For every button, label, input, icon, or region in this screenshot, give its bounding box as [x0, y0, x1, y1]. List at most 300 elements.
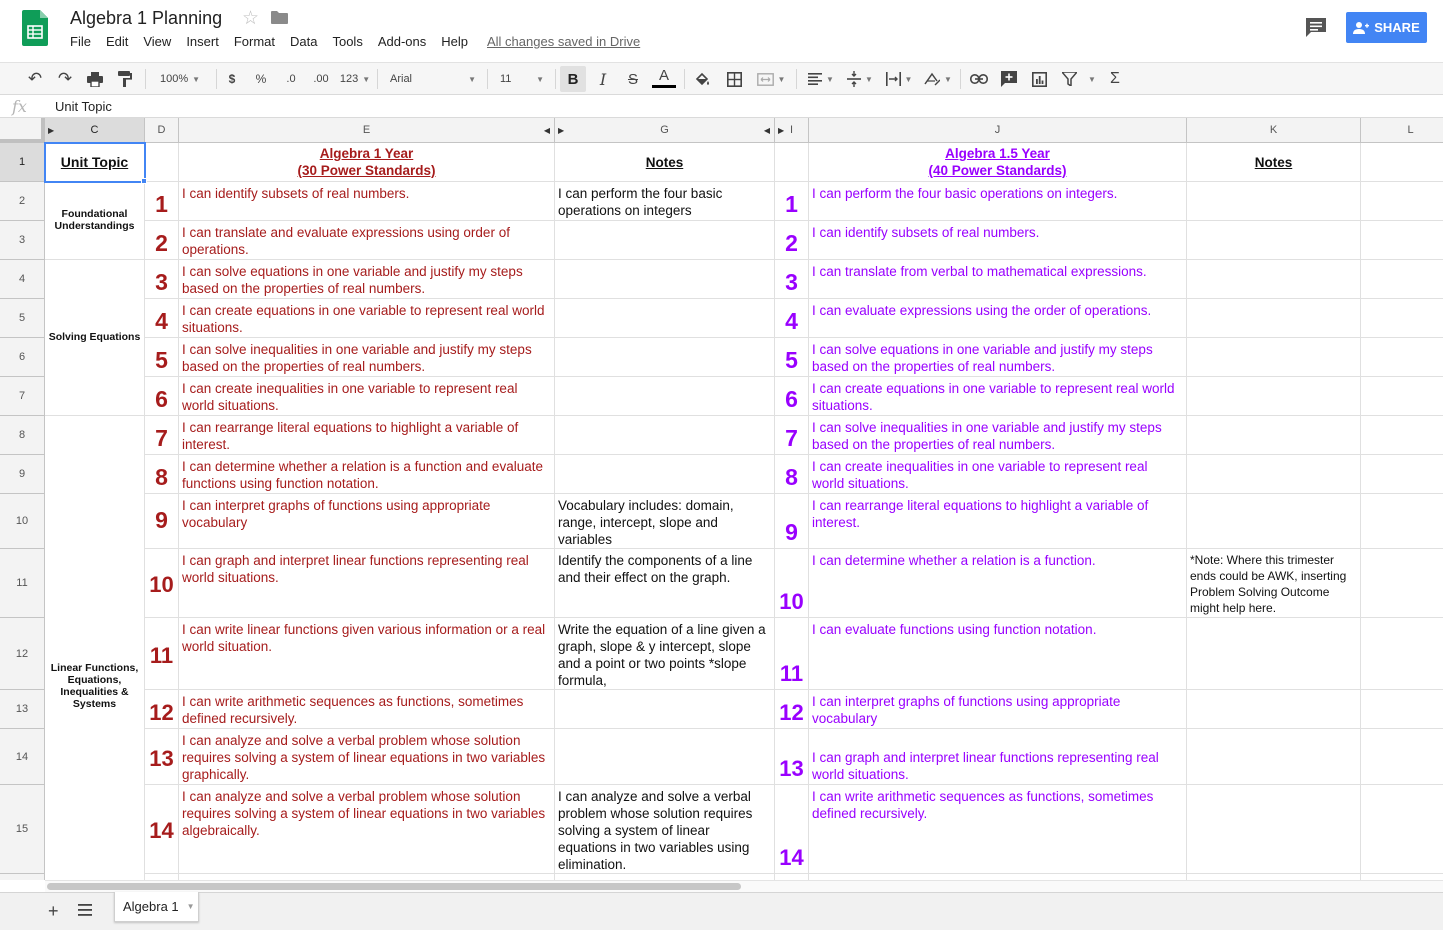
column-header-j[interactable]: J [809, 118, 1187, 143]
font-family-select[interactable] [384, 66, 482, 92]
row-header-1[interactable]: 1 [0, 143, 45, 182]
notes-cell[interactable] [555, 377, 775, 416]
paint-format-icon[interactable] [114, 66, 136, 92]
hidden-column-arrow-icon[interactable]: ◀ [763, 126, 770, 135]
folder-icon[interactable] [271, 11, 288, 24]
grid-cell[interactable] [1361, 377, 1443, 416]
alg1-standard-cell[interactable] [179, 221, 555, 260]
alg1-standard-cell[interactable] [179, 455, 555, 494]
alg1-standard-text: I can translate and evaluate expressions using order of operations. [182, 225, 510, 257]
algebra-15-title: Algebra 1.5 Year [945, 146, 1050, 161]
alg15-number-cell[interactable] [775, 785, 809, 874]
alg1-number: 6 [155, 386, 168, 412]
column-header-i[interactable] [775, 118, 809, 143]
toolbar-divider [960, 69, 961, 89]
alg15-standard-cell[interactable] [809, 785, 1187, 874]
alg15-standard-text: I can solve inequalities in one variable and justify my steps based on the properties of real numbers. [812, 420, 1162, 452]
alg15-number: 6 [785, 386, 798, 412]
notes-cell[interactable] [555, 260, 775, 299]
person-icon [1353, 22, 1369, 34]
alg1-standard-cell[interactable] [179, 299, 555, 338]
star-icon[interactable]: ☆ [242, 8, 260, 29]
alg15-number: 4 [785, 308, 798, 334]
font-size-value: 11 [500, 73, 512, 85]
zoom-value: 100% [159, 73, 189, 85]
column-header-g[interactable] [555, 118, 775, 143]
column-label: C [90, 124, 99, 136]
menu-format[interactable]: Format [233, 34, 275, 49]
row-header-15[interactable]: 15 [0, 785, 45, 874]
column-header-k[interactable]: K [1187, 118, 1361, 143]
alg15-standard-cell[interactable] [809, 299, 1187, 338]
alg1-standard-text: I can analyze and solve a verbal problem whose solution requires solving a system of linear equations in two variables graphically. [182, 733, 546, 782]
alg15-standard-cell[interactable] [809, 494, 1187, 549]
alg1-standard-text: I can write linear functions given various information or a real world situation. [182, 622, 546, 654]
alg15-number: 3 [785, 269, 798, 295]
formula-bar [0, 96, 1443, 118]
spreadsheet-grid [0, 118, 1443, 880]
font-size-select[interactable] [494, 66, 550, 92]
grid-cell[interactable] [1361, 299, 1443, 338]
hidden-column-arrow-icon[interactable]: ▶ [558, 126, 565, 135]
fill-handle[interactable] [141, 178, 147, 184]
alg1-number-cell[interactable] [145, 690, 179, 729]
alg15-number: 2 [785, 230, 798, 256]
alg1-number-cell[interactable] [145, 416, 179, 455]
vertical-align-icon[interactable] [843, 66, 877, 92]
toolbar-divider [377, 69, 378, 89]
column-header-e[interactable] [179, 118, 555, 143]
caret-down-icon: ▼ [865, 74, 873, 84]
alg1-number: 12 [149, 700, 174, 725]
alg15-number: 5 [785, 347, 798, 373]
currency-format-button[interactable]: $ [228, 72, 236, 86]
insert-link-icon[interactable] [968, 66, 990, 92]
undo-icon[interactable]: ↶ [27, 69, 43, 88]
alg15-standard-cell[interactable] [809, 618, 1187, 690]
notes-cell[interactable] [555, 785, 775, 874]
sheet-tab-algebra-1[interactable] [114, 892, 199, 922]
header-notes-cell[interactable] [555, 143, 775, 182]
menu-tools[interactable]: Tools [332, 34, 363, 49]
caret-down-icon: ▼ [944, 74, 952, 84]
notes-header: Notes [645, 154, 684, 170]
grid-cell[interactable] [1361, 729, 1443, 785]
notes-cell[interactable] [555, 618, 775, 690]
caret-down-icon[interactable]: ▼ [186, 902, 195, 911]
alg1-number: 4 [155, 308, 168, 334]
bold-button[interactable]: B [560, 66, 586, 92]
menu-bar [70, 34, 655, 52]
topic-foundational: Foundational Understandings [54, 208, 135, 232]
merge-cells-icon[interactable] [753, 66, 789, 92]
alg1-number-cell[interactable] [145, 785, 179, 874]
alg15-number-cell[interactable] [775, 221, 809, 260]
notes-cell[interactable] [555, 690, 775, 729]
row-header-5[interactable]: 5 [0, 299, 45, 338]
menu-data[interactable]: Data [290, 34, 318, 49]
hidden-column-arrow-icon[interactable]: ◀ [543, 126, 550, 135]
font-family-value: Arial [390, 73, 413, 85]
alg15-number: 1 [785, 191, 798, 217]
alg1-number: 11 [149, 643, 174, 668]
notes-2-cell[interactable] [1187, 377, 1361, 416]
alg1-number-cell[interactable] [145, 221, 179, 260]
notes-2-cell[interactable] [1187, 221, 1361, 260]
alg15-standard-text: I can interpret graphs of functions using appropriate vocabulary [812, 694, 1121, 726]
menu-insert[interactable]: Insert [186, 34, 219, 49]
save-status-link[interactable]: All changes saved in Drive [487, 34, 641, 49]
italic-button[interactable]: I [599, 69, 607, 89]
redo-icon[interactable]: ↷ [57, 69, 73, 88]
alg15-standard-cell[interactable] [809, 260, 1187, 299]
hidden-column-arrow-icon[interactable]: ▶ [778, 126, 785, 135]
menu-file[interactable]: File [70, 34, 91, 49]
alg1-standard-cell[interactable] [179, 618, 555, 690]
print-icon[interactable] [84, 66, 106, 92]
toolbar-divider [145, 69, 146, 89]
alg1-standard-cell[interactable] [179, 260, 555, 299]
row-header-4[interactable]: 4 [0, 260, 45, 299]
notes-2-cell[interactable] [1187, 416, 1361, 455]
alg1-number-cell[interactable] [145, 260, 179, 299]
row-header-3[interactable]: 3 [0, 221, 45, 260]
alg15-standard-cell[interactable] [809, 338, 1187, 377]
grid-cell[interactable] [1361, 549, 1443, 618]
alg1-standard-cell[interactable] [179, 494, 555, 549]
alg15-number-cell[interactable] [775, 729, 809, 785]
alg1-standard-text: I can identify subsets of real numbers. [182, 186, 410, 201]
topic-linear-functions: Linear Functions, Equations, Inequalities & Systems [50, 662, 139, 710]
insert-chart-icon[interactable] [1028, 66, 1050, 92]
document-title[interactable]: Algebra 1 Planning [70, 8, 223, 28]
unit-topic-header: Unit Topic [60, 153, 129, 170]
notes-2-cell[interactable] [1187, 182, 1361, 221]
fill-color-icon[interactable] [692, 66, 714, 92]
grid-cell[interactable] [1361, 182, 1443, 221]
alg1-standard-text: I can interpret graphs of functions using appropriate vocabulary [182, 498, 491, 530]
alg1-number-cell[interactable] [145, 618, 179, 690]
toolbar-divider [555, 69, 556, 89]
caret-down-icon: ▼ [536, 74, 544, 84]
comments-icon[interactable] [1305, 17, 1327, 37]
notes-2-header: Notes [1254, 154, 1293, 170]
notes-cell[interactable] [555, 455, 775, 494]
function-icon: fx [12, 97, 27, 116]
alg1-standard-cell[interactable] [179, 416, 555, 455]
row-header-16[interactable] [0, 874, 45, 880]
alg1-standard-cell[interactable] [179, 338, 555, 377]
alg1-number: 14 [149, 818, 174, 843]
topic-linear-cell[interactable] [45, 416, 145, 880]
alg15-number-cell[interactable] [775, 377, 809, 416]
alg15-standard-text: I can evaluate functions using function notation. [812, 622, 1097, 637]
alg15-standard-text: I can translate from verbal to mathematical expressions. [812, 264, 1147, 279]
alg1-standard-cell[interactable] [179, 549, 555, 618]
caret-down-icon: ▼ [777, 74, 786, 84]
toolbar-divider [796, 69, 797, 89]
row-header-10[interactable]: 10 [0, 494, 45, 549]
header-algebra-15-cell[interactable] [809, 143, 1187, 182]
notes-text: I can perform the four basic operations on integers [558, 186, 723, 218]
notes-cell[interactable] [555, 549, 775, 618]
alg15-number-cell[interactable] [775, 182, 809, 221]
alg1-number-cell[interactable] [145, 455, 179, 494]
topic-solving-equations: Solving Equations [48, 331, 141, 343]
topic-foundational-cell[interactable] [45, 182, 145, 260]
alg15-standard-cell[interactable] [809, 549, 1187, 618]
alg15-standard-cell[interactable] [809, 182, 1187, 221]
alg15-number: 8 [785, 464, 798, 490]
caret-down-icon: ▼ [192, 74, 201, 84]
sheet-tab-label: Algebra 1 [123, 899, 179, 914]
notes-2-cell[interactable] [1187, 729, 1361, 785]
sheet-tabs-bar [0, 892, 1443, 930]
notes-cell[interactable] [555, 729, 775, 785]
add-sheet-icon[interactable]: + [48, 901, 59, 921]
grid-cell[interactable] [1361, 618, 1443, 690]
notes-cell[interactable] [555, 338, 775, 377]
alg1-standard-cell[interactable] [179, 729, 555, 785]
notes-2-cell[interactable] [1187, 338, 1361, 377]
algebra-1-title: Algebra 1 Year [319, 146, 414, 161]
all-sheets-icon[interactable] [78, 904, 92, 916]
notes-2-cell[interactable] [1187, 690, 1361, 729]
grid-cell[interactable] [1361, 494, 1443, 549]
row-header-9[interactable]: 9 [0, 455, 45, 494]
grid-cell[interactable] [1361, 416, 1443, 455]
algebra-15-subtitle: (40 Power Standards) [928, 163, 1067, 178]
alg1-number: 5 [155, 347, 168, 373]
row-header-13[interactable]: 13 [0, 690, 45, 729]
row-header-6[interactable]: 6 [0, 338, 45, 377]
strikethrough-button[interactable]: S [627, 70, 638, 88]
alg15-standard-text: I can create equations in one variable to represent real world situations. [812, 381, 1175, 413]
alg1-number: 2 [155, 230, 168, 256]
text-wrapping-icon[interactable] [882, 66, 916, 92]
topic-solving-cell[interactable] [45, 260, 145, 416]
percent-format-button[interactable]: % [255, 72, 267, 86]
alg1-number: 9 [155, 507, 168, 533]
notes-cell[interactable] [555, 299, 775, 338]
formula-input[interactable]: Unit Topic [55, 99, 112, 114]
alg1-number-cell[interactable] [145, 549, 179, 618]
notes-2-cell[interactable] [1187, 549, 1361, 618]
alg15-standard-text: I can identify subsets of real numbers. [812, 225, 1040, 240]
algebra-1-subtitle: (30 Power Standards) [297, 163, 436, 178]
functions-button[interactable]: Σ [1110, 70, 1120, 87]
hidden-column-arrow-icon[interactable]: ▶ [48, 126, 55, 135]
alg15-standard-cell[interactable] [809, 416, 1187, 455]
alg1-number-cell[interactable] [145, 729, 179, 785]
alg15-standard-text: I can create inequalities in one variable to represent real world situations. [812, 459, 1148, 491]
alg1-number-cell[interactable] [145, 182, 179, 221]
text-color-button[interactable]: A [652, 66, 676, 88]
alg15-number-cell[interactable] [775, 494, 809, 549]
column-label: E [362, 124, 371, 136]
grid-cell[interactable] [1361, 143, 1443, 182]
row-header-2[interactable]: 2 [0, 182, 45, 221]
header-notes-2-cell[interactable] [1187, 143, 1361, 182]
row-header-11[interactable]: 11 [0, 549, 45, 618]
notes-text: Identify the components of a line and their effect on the graph. [558, 553, 753, 585]
notes-2-cell[interactable] [1187, 494, 1361, 549]
alg1-number-cell[interactable] [145, 299, 179, 338]
insert-comment-icon[interactable] [998, 66, 1020, 92]
alg15-standard-text: I can rearrange literal equations to highlight a variable of interest. [812, 498, 1149, 530]
caret-down-icon: ▼ [362, 74, 371, 84]
alg15-number-cell[interactable] [775, 690, 809, 729]
header-algebra-1-cell[interactable] [179, 143, 555, 182]
alg15-standard-cell[interactable] [809, 690, 1187, 729]
grid-cell[interactable] [1361, 221, 1443, 260]
toolbar-divider [684, 69, 685, 89]
column-header-d[interactable]: D [145, 118, 179, 143]
alg1-standard-text: I can graph and interpret linear functions representing real world situations. [182, 553, 529, 585]
alg1-number: 7 [155, 425, 168, 451]
alg1-standard-cell[interactable] [179, 377, 555, 416]
grid-cell[interactable] [145, 143, 179, 182]
horizontal-align-icon[interactable] [804, 66, 838, 92]
alg1-number: 1 [155, 191, 168, 217]
increase-decimal-button[interactable]: .00 [313, 73, 329, 85]
alg15-number-cell[interactable] [775, 549, 809, 618]
alg15-standard-text: I can graph and interpret linear functions representing real world situations. [812, 750, 1159, 782]
filter-icon[interactable] [1058, 66, 1080, 92]
zoom-select[interactable] [150, 66, 210, 92]
row-header-14[interactable]: 14 [0, 729, 45, 785]
alg1-standard-text: I can analyze and solve a verbal problem whose solution requires solving a system of linear equations in two variables algebraically. [182, 789, 546, 838]
decrease-decimal-button[interactable]: .0 [286, 73, 296, 85]
alg1-number: 10 [149, 572, 174, 597]
alg15-standard-cell[interactable] [809, 221, 1187, 260]
alg1-standard-text: I can rearrange literal equations to highlight a variable of interest. [182, 420, 519, 452]
alg15-standard-cell[interactable] [809, 455, 1187, 494]
notes-2-text: *Note: Where this trimester ends could be AWK, inserting Problem Solving Outcome might help here. [1190, 553, 1347, 615]
horizontal-scrollbar[interactable] [45, 880, 1443, 892]
notes-2-cell[interactable] [1187, 260, 1361, 299]
grid-cell[interactable] [1361, 338, 1443, 377]
notes-2-cell[interactable] [1187, 455, 1361, 494]
notes-text: Write the equation of a line given a graph, slope & y intercept, slope and a point or two points *slope formula, [558, 622, 766, 688]
text-rotation-icon[interactable] [921, 66, 955, 92]
alg15-number: 10 [779, 589, 804, 614]
menu-edit[interactable]: Edit [105, 34, 129, 49]
scrollbar-thumb[interactable] [47, 883, 741, 890]
menu-view[interactable]: View [143, 34, 172, 49]
alg15-number: 13 [779, 756, 804, 781]
alg15-number-cell[interactable] [775, 455, 809, 494]
caret-down-icon: ▼ [904, 74, 913, 84]
alg15-number-cell[interactable] [775, 338, 809, 377]
notes-2-cell[interactable] [1187, 618, 1361, 690]
grid-cell[interactable] [1361, 260, 1443, 299]
notes-2-cell[interactable] [1187, 299, 1361, 338]
grid-cell[interactable] [1361, 455, 1443, 494]
select-all-corner[interactable] [0, 118, 45, 143]
notes-cell[interactable] [555, 416, 775, 455]
notes-2-cell[interactable] [1187, 785, 1361, 874]
filter-options-caret[interactable] [1082, 66, 1098, 92]
caret-down-icon: ▼ [826, 74, 834, 84]
column-label: I [789, 124, 794, 136]
alg1-number-cell[interactable] [145, 494, 179, 549]
alg15-standard-cell[interactable] [809, 377, 1187, 416]
caret-down-icon: ▼ [468, 74, 476, 84]
alg1-number: 3 [155, 269, 168, 295]
alg1-standard-cell[interactable] [179, 785, 555, 874]
alg1-number: 8 [155, 464, 168, 490]
alg15-standard-cell[interactable] [809, 729, 1187, 785]
menu-addons[interactable]: Add-ons [377, 34, 427, 49]
toolbar-divider [487, 69, 488, 89]
alg15-number: 14 [779, 845, 804, 870]
alg1-number: 13 [149, 746, 174, 771]
share-label: SHARE [1374, 20, 1420, 35]
alg1-standard-text: I can create equations in one variable to represent real world situations. [182, 303, 545, 335]
algebra-1-header [179, 143, 554, 181]
alg15-number: 11 [779, 661, 804, 686]
alg15-number: 7 [785, 425, 798, 451]
title-bar [0, 0, 1443, 62]
alg15-standard-text: I can perform the four basic operations on integers. [812, 186, 1118, 201]
share-button[interactable] [1346, 12, 1427, 43]
column-header-c[interactable] [45, 118, 145, 143]
alg1-standard-text: I can create inequalities in one variable to represent real world situations. [182, 381, 518, 413]
alg1-standard-text: I can determine whether a relation is a function and evaluate functions using function notation. [182, 459, 543, 491]
alg15-number-cell[interactable] [775, 618, 809, 690]
alg1-standard-cell[interactable] [179, 182, 555, 221]
notes-cell[interactable] [555, 494, 775, 549]
notes-cell[interactable] [555, 221, 775, 260]
active-cell-outline [44, 142, 146, 183]
alg1-standard-text: I can solve inequalities in one variable and justify my steps based on the properties of real numbers. [182, 342, 532, 374]
alg1-number-cell[interactable] [145, 338, 179, 377]
alg1-standard-text: I can solve equations in one variable and justify my steps based on the properties of real numbers. [182, 264, 523, 296]
notes-text: Vocabulary includes: domain, range, intercept, slope and variables [558, 498, 734, 547]
alg15-number-cell[interactable] [775, 299, 809, 338]
more-formats-label: 123 [339, 73, 359, 85]
column-header-l[interactable]: L [1361, 118, 1443, 143]
grid-cell[interactable] [1361, 785, 1443, 874]
alg15-standard-text: I can write arithmetic sequences as functions, sometimes defined recursively. [812, 789, 1154, 821]
notes-cell[interactable] [555, 182, 775, 221]
alg15-number-cell[interactable] [775, 416, 809, 455]
alg1-number-cell[interactable] [145, 377, 179, 416]
notes-text: I can analyze and solve a verbal problem whose solution requires solving a system of linear equations in two variables using elimination. [558, 789, 753, 872]
alg15-standard-text: I can evaluate expressions using the order of operations. [812, 303, 1152, 318]
toolbar-divider [216, 69, 217, 89]
alg15-standard-text: I can solve equations in one variable and justify my steps based on the properties of real numbers. [812, 342, 1153, 374]
row-header-12[interactable]: 12 [0, 618, 45, 690]
row-header-8[interactable]: 8 [0, 416, 45, 455]
alg15-standard-text: I can determine whether a relation is a function. [812, 553, 1096, 568]
alg15-number-cell[interactable] [775, 260, 809, 299]
alg15-number: 9 [785, 519, 798, 545]
grid-cell[interactable] [1361, 690, 1443, 729]
column-label: G [660, 124, 669, 136]
borders-icon[interactable] [723, 66, 745, 92]
alg1-standard-cell[interactable] [179, 690, 555, 729]
sheets-logo-icon[interactable] [22, 10, 48, 46]
caret-down-icon: ▼ [1088, 74, 1096, 84]
alg1-standard-text: I can write arithmetic sequences as functions, sometimes defined recursively. [182, 694, 524, 726]
grid-cell[interactable] [775, 143, 809, 182]
row-header-7[interactable]: 7 [0, 377, 45, 416]
menu-help[interactable]: Help [441, 34, 468, 49]
more-formats-button[interactable] [337, 66, 373, 92]
toolbar [0, 62, 1443, 95]
